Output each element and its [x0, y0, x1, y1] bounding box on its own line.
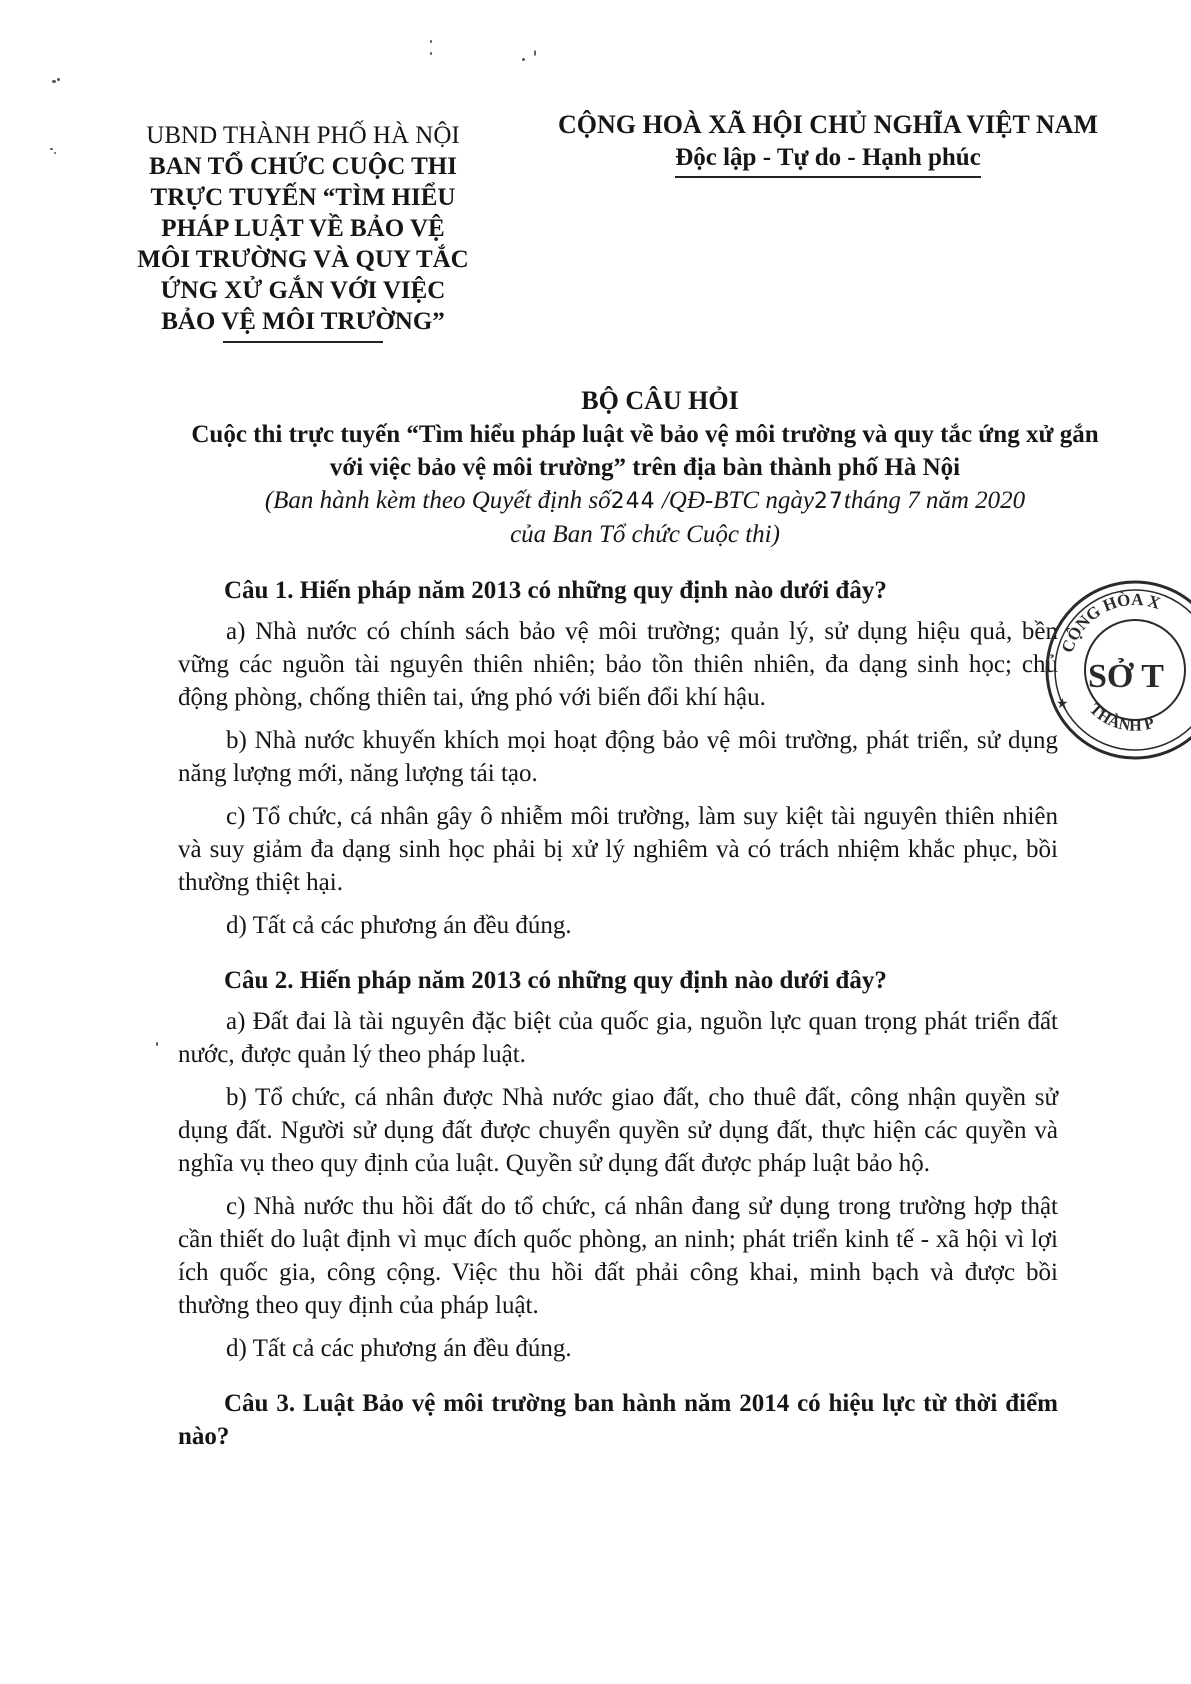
question-1-option-d: d) Tất cả các phương án đều đúng. — [226, 912, 572, 939]
organizing-board-line: PHÁP LUẬT VỀ BẢO VỆ — [161, 215, 445, 242]
seal-bottom-text: THÀNH P — [1085, 700, 1157, 735]
question-1-option-a: a) Nhà nước có chính sách bảo vệ môi trường; quản lý, sử dụng hiệu quả, bền vững các nguồn tài nguyên thiên nhiên; bảo tồn thiên nhiên, đa dạng sinh học; chủ động phòng, chống thiên tai, ứng phó với biến đổi khí hậu. — [178, 618, 1058, 711]
national-motto: Độc lập - Tự do - Hạnh phúc — [675, 142, 981, 178]
nation-name: CỘNG HOÀ XÃ HỘI CHỦ NGHĨA VIỆT NAM — [557, 110, 1099, 139]
seal-star-icon: ★ — [1056, 696, 1069, 712]
question-1-option-c: c) Tổ chức, cá nhân gây ô nhiễm môi trường, làm suy kiệt tài nguyên thiên nhiên và suy giảm đa dạng sinh học phải bị xử lý nghiêm và có trách nhiệm khắc phục, bồi thường thiệt hại. — [178, 803, 1058, 896]
question-list — [178, 560, 1058, 1461]
question-2-option-d: d) Tất cả các phương án đều đúng. — [226, 1335, 572, 1362]
question-1-title: Câu 1. Hiến pháp năm 2013 có những quy định nào dưới đây? — [224, 577, 887, 604]
seal-center-text: SỞ T — [1088, 658, 1164, 695]
question-2-option-b: b) Tổ chức, cá nhân được Nhà nước giao đất, cho thuê đất, công nhận quyền sử dụng đất. Người sử dụng đất được chuyển quyền sử dụng đất, thực hiện các quyền và nghĩa vụ theo quy định của luật. Quyền sử dụng đất được pháp luật bảo hộ. — [178, 1084, 1058, 1177]
question-2-option-a: a) Đất đai là tài nguyên đặc biệt của quốc gia, nguồn lực quan trọng phát triển đất nước, được quản lý theo pháp luật. — [178, 1008, 1058, 1068]
decree-day-handwritten: 27 — [813, 489, 844, 514]
decree-reference-line2: của Ban Tổ chức Cuộc thi) — [510, 521, 780, 548]
question-2-title: Câu 2. Hiến pháp năm 2013 có những quy định nào dưới đây? — [224, 967, 887, 994]
organizing-board-line: ỨNG XỬ GẮN VỚI VIỆC — [160, 277, 446, 304]
decree-prefix: (Ban hành kèm theo Quyết định số — [264, 487, 611, 514]
question-1-option-b: b) Nhà nước khuyến khích mọi hoạt động bảo vệ môi trường, phát triển, sử dụng năng lượng mới, năng lượng tái tạo. — [178, 727, 1058, 787]
title-heading: BỘ CÂU HỎI — [581, 386, 739, 415]
decree-suffix: tháng 7 năm 2020 — [843, 487, 1026, 514]
document-title — [180, 384, 1110, 551]
city-committee: UBND THÀNH PHỐ HÀ NỘI — [146, 122, 460, 149]
decree-mid: /QĐ-BTC ngày — [661, 487, 814, 514]
decree-reference — [180, 484, 1110, 518]
decree-number-handwritten: 244 — [610, 489, 656, 514]
issuing-authority — [128, 120, 478, 343]
question-3-title: Câu 3. Luật Bảo vệ môi trường ban hành năm 2014 có hiệu lực từ thời điểm nào? — [178, 1390, 1058, 1450]
question-2-option-c: c) Nhà nước thu hồi đất do tổ chức, cá nhân đang sử dụng trong trường hợp thật cần thiết do luật định vì mục đích quốc phòng, an ninh; phát triển kinh tế - xã hội vì lợi ích quốc gia, công cộng. Việc thu hồi đất phải công khai, minh bạch và được bồi thường theo quy định của pháp luật. — [178, 1193, 1058, 1319]
title-subtitle: Cuộc thi trực tuyến “Tìm hiểu pháp luật về bảo vệ môi trường và quy tắc ứng xử gắn với việc bảo vệ môi trường” trên địa bàn thành phố Hà Nội — [191, 421, 1099, 481]
header-divider — [223, 341, 383, 343]
seal-top-text: CỘNG HÒA X — [1057, 589, 1163, 656]
organizing-board-line: MÔI TRƯỜNG VÀ QUY TẮC — [137, 246, 469, 273]
official-seal — [1040, 575, 1191, 765]
organizing-board-line: TRỰC TUYẾN “TÌM HIỂU — [150, 184, 456, 211]
organizing-board-line: BAN TỔ CHỨC CUỘC THI — [149, 153, 457, 180]
organizing-board-line: BẢO VỆ MÔI TRƯỜNG” — [161, 308, 445, 335]
national-header — [548, 108, 1108, 178]
